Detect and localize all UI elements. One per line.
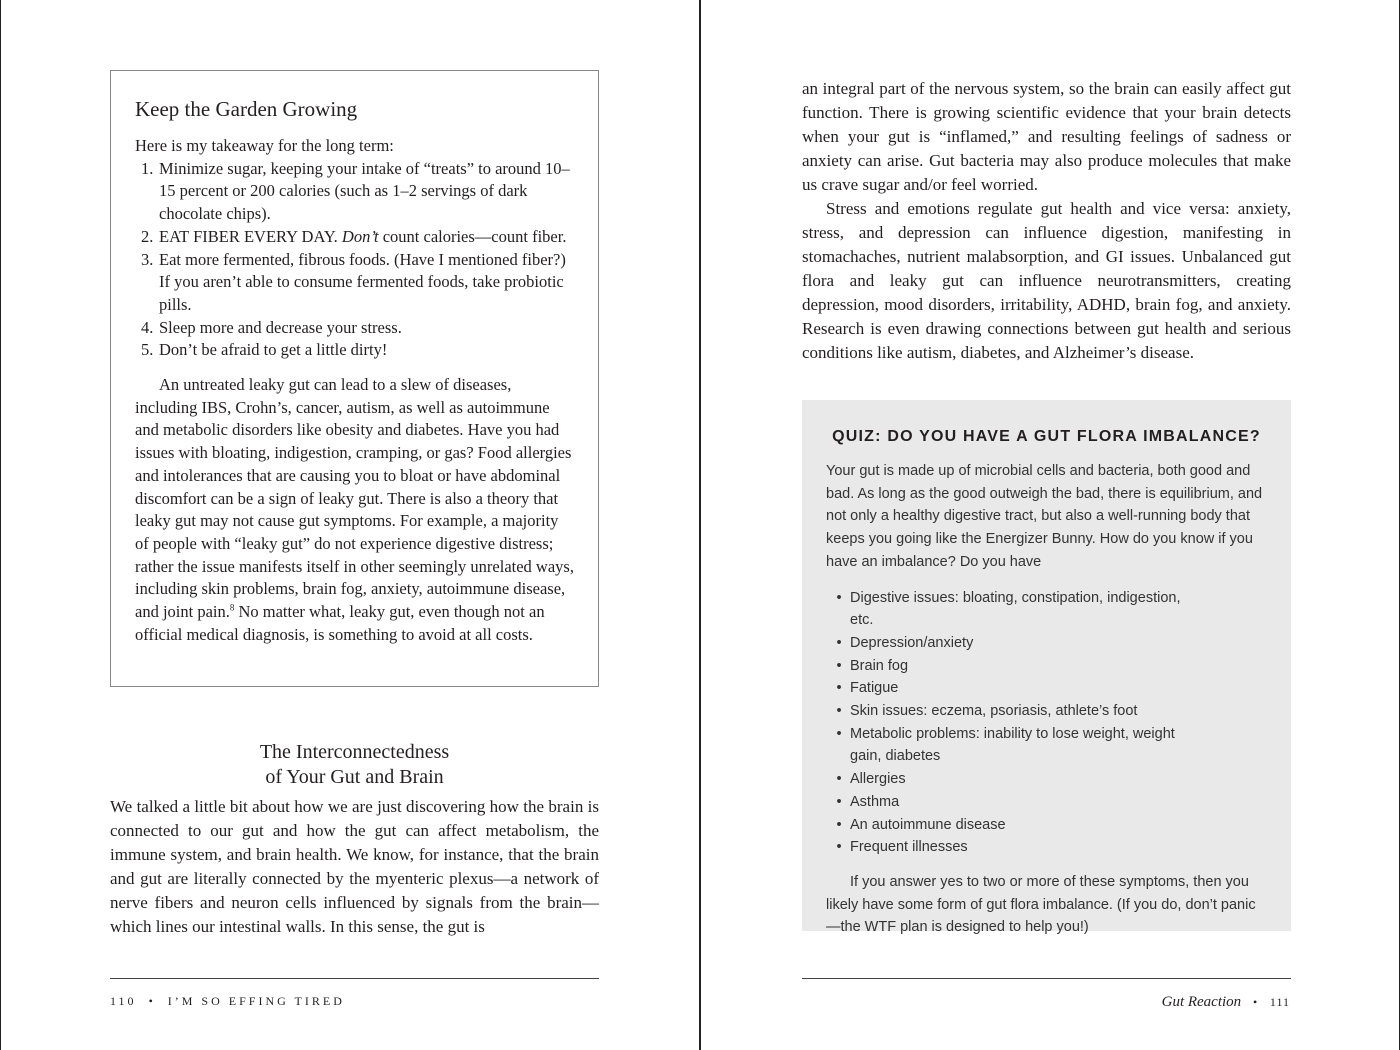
list-text: Don’t be afraid to get a little dirty! (159, 340, 388, 360)
section-heading-line1: The Interconnectedness (259, 741, 450, 763)
footer-rule-left (110, 978, 599, 979)
list-item (826, 723, 1267, 768)
list-text (159, 226, 574, 249)
symptom-text: Brain fog (850, 657, 909, 674)
list-text-after: count calories—count fiber. (378, 226, 567, 246)
emphasis-text: Don’t (341, 226, 379, 246)
list-text: Sleep more and decrease your stress. (159, 317, 402, 337)
symptom-text: An autoimmune disease (850, 816, 1006, 833)
symptom-text: Allergies (850, 771, 906, 788)
body-text-right (802, 77, 1291, 365)
body-paragraph-1: an integral part of the nervous system, so the brain can easily affect gut function. There is growing scientific evidence that your brain detects when your gut is “inflamed,” and resulting feelings of sadness or anxiety can arise. Gut bacteria may also produce molecules that make us crave sugar and/or feel worried. (802, 79, 1291, 194)
list-item (826, 655, 1267, 678)
list-number: 4. (141, 317, 154, 337)
symptom-text: Digestive issues: bloating, constipation, indigestion, etc. (850, 589, 1181, 629)
sidebar-intro: Here is my takeaway for the long term: (135, 136, 394, 155)
list-number: 2. (141, 226, 154, 246)
quiz-box (802, 400, 1291, 936)
bullet: • (836, 839, 842, 856)
list-number: 3. (141, 249, 154, 269)
body-text-left: We talked a little bit about how we are just discovering how the brain is connected to our gut and how the gut can affect metabolism, the immune system, and brain health. We know, for instance, that the brain and gut are literally connected by the myenteric plexus—a network of nerve fibers and neuron cells influenced by signals from the brain—which lines our intestinal walls. In this sense, the gut is (110, 797, 599, 936)
symptom-text: Frequent illnesses (850, 839, 968, 856)
list-item (826, 814, 1267, 837)
bullet: • (836, 657, 842, 674)
bullet: • (836, 634, 842, 651)
footer-separator: • (148, 994, 156, 1008)
chapter-title: Gut Reaction (1161, 994, 1242, 1010)
section-heading (110, 740, 599, 789)
footer-left (110, 994, 345, 1009)
footer-right (1162, 994, 1290, 1011)
footer-separator: • (1252, 995, 1259, 1009)
book-title: I’M SO EFFING TIRED (167, 994, 345, 1008)
quiz-intro: Your gut is made up of microbial cells and bacteria, both good and bad. As long as the good outweigh the bad, there is equilibrium, and not only a healthy digestive tract, but also a well-running body that keeps you going like the Energizer Bunny. How do you know if you have an imbalance? Do you have (826, 463, 1263, 570)
footnote-ref: 8 (229, 602, 235, 613)
list-text-before: EAT FIBER EVERY DAY. (159, 226, 342, 246)
bullet: • (836, 703, 842, 720)
footer-rule-right (802, 978, 1291, 979)
sidebar-box (110, 70, 599, 687)
page-number-right: 111 (1269, 995, 1290, 1009)
bullet: • (836, 793, 842, 810)
list-item (135, 317, 574, 340)
list-item (135, 249, 574, 317)
list-item (826, 700, 1267, 723)
takeaway-list (135, 158, 574, 362)
right-page (700, 0, 1400, 1050)
sidebar-paragraph-part1: An untreated leaky gut can lead to a slew of diseases, including IBS, Crohn’s, cancer, autism, as well as autoimmune and metabolic disorders like obesity and diabetes. Have you had issues with bloating, indigestion, cramping, or gas? Food allergies and intolerances that are causing you to bloat or have abdominal discomfort can be a sign of leaky gut. There is also a theory that leaky gut may not cause gut symptoms. For example, a majority of people with “leaky gut” do not experience digestive distress; rather the issue manifests itself in other seemingly unrelated ways, including skin problems, brain fog, anxiety, autoimmune disease, and joint pain. (135, 375, 574, 622)
list-number: 1. (141, 158, 154, 178)
symptom-text: Asthma (850, 793, 900, 810)
list-item (135, 339, 574, 362)
list-item (135, 226, 574, 249)
symptom-text: Fatigue (850, 680, 899, 697)
list-number: 5. (141, 340, 154, 360)
bullet: • (836, 680, 842, 697)
list-item (826, 836, 1267, 859)
page-number-left: 110 (110, 994, 137, 1008)
symptom-list (826, 587, 1267, 859)
bullet: • (836, 589, 842, 606)
symptom-text: Metabolic problems: inability to lose weight, weight gain, diabetes (850, 725, 1175, 765)
bullet: • (836, 816, 842, 833)
quiz-title: QUIZ: DO YOU HAVE A GUT FLORA IMBALANCE? (832, 428, 1261, 445)
list-item (826, 587, 1267, 632)
list-item (826, 791, 1267, 814)
bullet: • (836, 771, 842, 788)
sidebar-title: Keep the Garden Growing (135, 97, 358, 121)
symptom-text: Skin issues: eczema, psoriasis, athlete’s foot (850, 703, 1138, 720)
section-heading-line2: of Your Gut and Brain (265, 765, 444, 788)
symptom-text: Depression/anxiety (850, 634, 974, 651)
quiz-conclusion: If you answer yes to two or more of these symptoms, then you likely have some form of gut flora imbalance. (If you do, don’t panic—the WTF plan is designed to help you!) (826, 873, 1256, 936)
bullet: • (836, 725, 842, 742)
sidebar-paragraph (135, 374, 574, 646)
list-item (826, 632, 1267, 655)
list-item (135, 158, 574, 226)
list-item (826, 768, 1267, 791)
sidebar-paragraph-part2: No matter what, leaky gut, even though not an official medical diagnosis, is something to avoid at all costs. (135, 602, 545, 644)
list-text: Minimize sugar, keeping your intake of “treats” to around 10–15 percent or 200 calories (such as 1–2 servings of dark chocolate chips). (159, 158, 570, 224)
list-item (826, 677, 1267, 700)
body-paragraph-2: Stress and emotions regulate gut health and vice versa: anxiety, stress, and depression can influence digestion, manifesting in stomachaches, nutrient malabsorption, and GI issues. Unbalanced gut flora and leaky gut can influence neurotransmitters, creating depression, mood disorders, irritability, ADHD, brain fog, and anxiety. Research is even drawing connections between gut health and serious conditions like autism, diabetes, and Alzheimer’s disease. (802, 199, 1291, 362)
list-text: Eat more fermented, fibrous foods. (Have I mentioned fiber?) If you aren’t able to consume fermented foods, take probiotic pills. (159, 249, 566, 314)
